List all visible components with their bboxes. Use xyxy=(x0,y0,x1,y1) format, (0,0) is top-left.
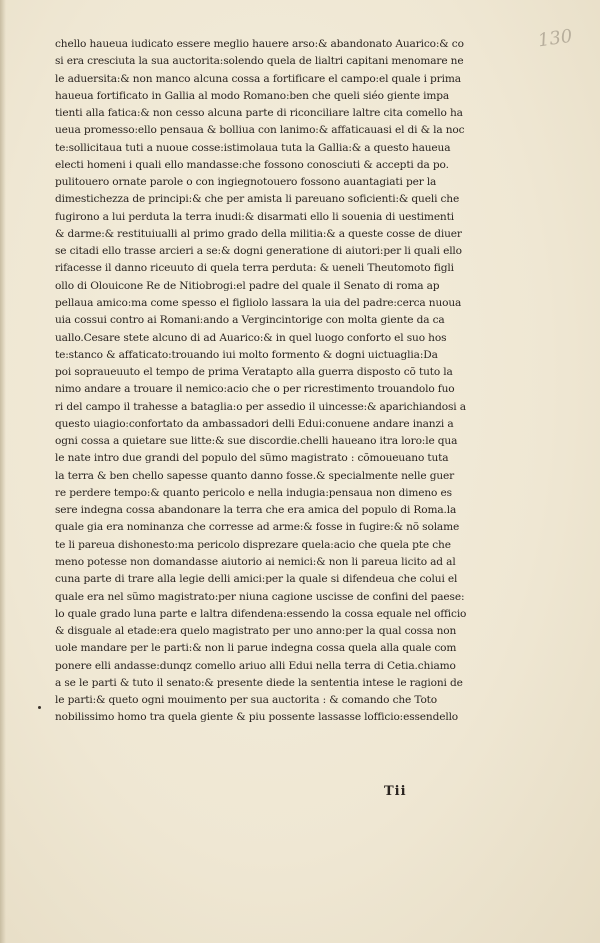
text-line: dimestichezza de principi:& che per amista li pareuano soficienti:& queli che xyxy=(55,193,460,206)
text-line: ueua promesso:ello pensaua & bolliua con lanimo:& affaticauasi el di & la noc xyxy=(55,124,465,137)
text-line: meno potesse non domandasse aiutorio ai nemici:& non li pareua licito ad al xyxy=(55,555,456,568)
text-line: ri del campo il trahesse a bataglia:o per assedio il uincesse:& aparichiandosi a xyxy=(55,400,466,413)
text-line: & darme:& restituiualli al primo grado della militia:& a queste cosse de diuer xyxy=(55,227,462,240)
text-line: quale era nel sũmo magistrato:per niuna cagione uscisse de confini del paese: xyxy=(55,590,465,603)
text-line: & disguale al etade:era quelo magistrato per uno anno:per la qual cossa non xyxy=(55,625,457,638)
text-line: rifacesse il danno riceuuto di quela terra perduta: & ueneli Theutomoto figli xyxy=(55,262,454,275)
text-line: uia cossui contro ai Romani:ando a Vergincintorige con molta giente da ca xyxy=(55,314,445,327)
text-line: sere indegna cossa abandonare la terra che era amica del populo di Roma.la xyxy=(55,504,457,517)
text-line: haueua fortificato in Gallia al modo Romano:ben che queli siéo giente impa xyxy=(55,89,450,102)
text-line: re perdere tempo:& quanto pericolo e nella indugia:pensaua non dimeno es xyxy=(55,486,452,499)
folio-number: 130 xyxy=(536,25,574,52)
text-line: lo quale grado luna parte e laltra difendena:essendo la cossa equale nel officio xyxy=(55,607,467,620)
text-line: te:stanco & affaticato:trouando iui molto formento & dogni uictuaglia:Da xyxy=(55,348,438,361)
page-edge-shadow xyxy=(0,0,6,943)
text-line: poi sopraueuuto el tempo de prima Veratapto alla guerra disposto cõ tuto la xyxy=(55,366,453,379)
text-line: te li pareua dishonesto:ma pericolo disprezare quela:acio che quela pte che xyxy=(55,538,451,551)
text-line: te:sollicitaua tuti a nuoue cosse:istimolaua tuta la Gallia:& a questo haueua xyxy=(55,141,451,154)
text-line: chello haueua iudicato essere meglio hauere arso:& abandonato Auarico:& co xyxy=(55,38,464,50)
text-line: pellaua amico:ma come spesso el figliolo lassara la uia del padre:cerca nuoua xyxy=(55,296,462,309)
text-line: le nate intro due grandi del populo del sũmo magistrato : cõmoueuano tuta xyxy=(55,452,449,465)
text-line: questo uiagio:confortato da ambassadori delli Edui:conuene andare inanzi a xyxy=(55,417,454,430)
text-line: ogni cossa a quietare sue litte:& sue discordie.chelli haueano itra loro:le qua xyxy=(55,435,458,448)
text-line: cuna parte di trare alla legie delli amici:per la quale si difendeua che colui el xyxy=(55,573,458,586)
text-line: pulitouero ornate parole o con ingiegnotouero fossono auantagiati per la xyxy=(55,176,437,189)
text-line: ponere elli andasse:dunqz comello ariuo alli Edui nella terra di Cetia.chiamo xyxy=(55,659,456,672)
margin-mark xyxy=(38,706,41,709)
text-line: a se le parti & tuto il senato:& presente diede la sententia intese le ragioni de xyxy=(55,676,463,689)
signature-mark: Tii xyxy=(384,784,407,799)
text-line: tienti alla fatica:& non cesso alcuna parte di riconciliare laltre cita comello ha xyxy=(55,107,463,120)
text-line: le aduersita:& non manco alcuna cossa a fortificare el campo:el quale i prima xyxy=(55,72,461,85)
text-line: electi homeni i quali ello mandasse:che fossono conosciuti & accepti da po. xyxy=(55,158,449,171)
text-line: se citadi ello trasse arcieri a se:& dogni generatione di aiutori:per li quali ello xyxy=(55,245,462,258)
text-line: fugirono a lui perduta la terra inudi:& disarmati ello li souenia di uestimenti xyxy=(55,210,454,223)
text-line: uallo.Cesare stete alcuno di ad Auarico:& in quel luogo conforto el suo hos xyxy=(55,331,447,344)
text-line: si era cresciuta la sua auctorita:solendo quela de lialtri capitani menomare ne xyxy=(55,55,464,68)
text-line: la terra & ben chello sapesse quanto danno fosse.& specialmente nelle guer xyxy=(55,469,455,482)
text-line: le parti:& queto ogni mouimento per sua auctorita : & comando che Toto xyxy=(55,694,438,707)
text-line: nobilissimo homo tra quela giente & piu possente lassasse lofficio:essendello xyxy=(55,711,459,724)
text-line: quale gia era nominanza che corresse ad arme:& fosse in fugire:& nõ solame xyxy=(55,521,460,534)
text-line: uole mandare per le parti:& non li parue indegna cossa quela alla quale com xyxy=(55,642,457,655)
text-block xyxy=(55,36,507,727)
text-line: ollo di Olouicone Re de Nitiobrogi:el padre del quale il Senato di roma ap xyxy=(55,279,440,292)
text-line: nimo andare a trouare il nemico:acio che o per ricrestimento trouandolo fuo xyxy=(55,383,455,396)
